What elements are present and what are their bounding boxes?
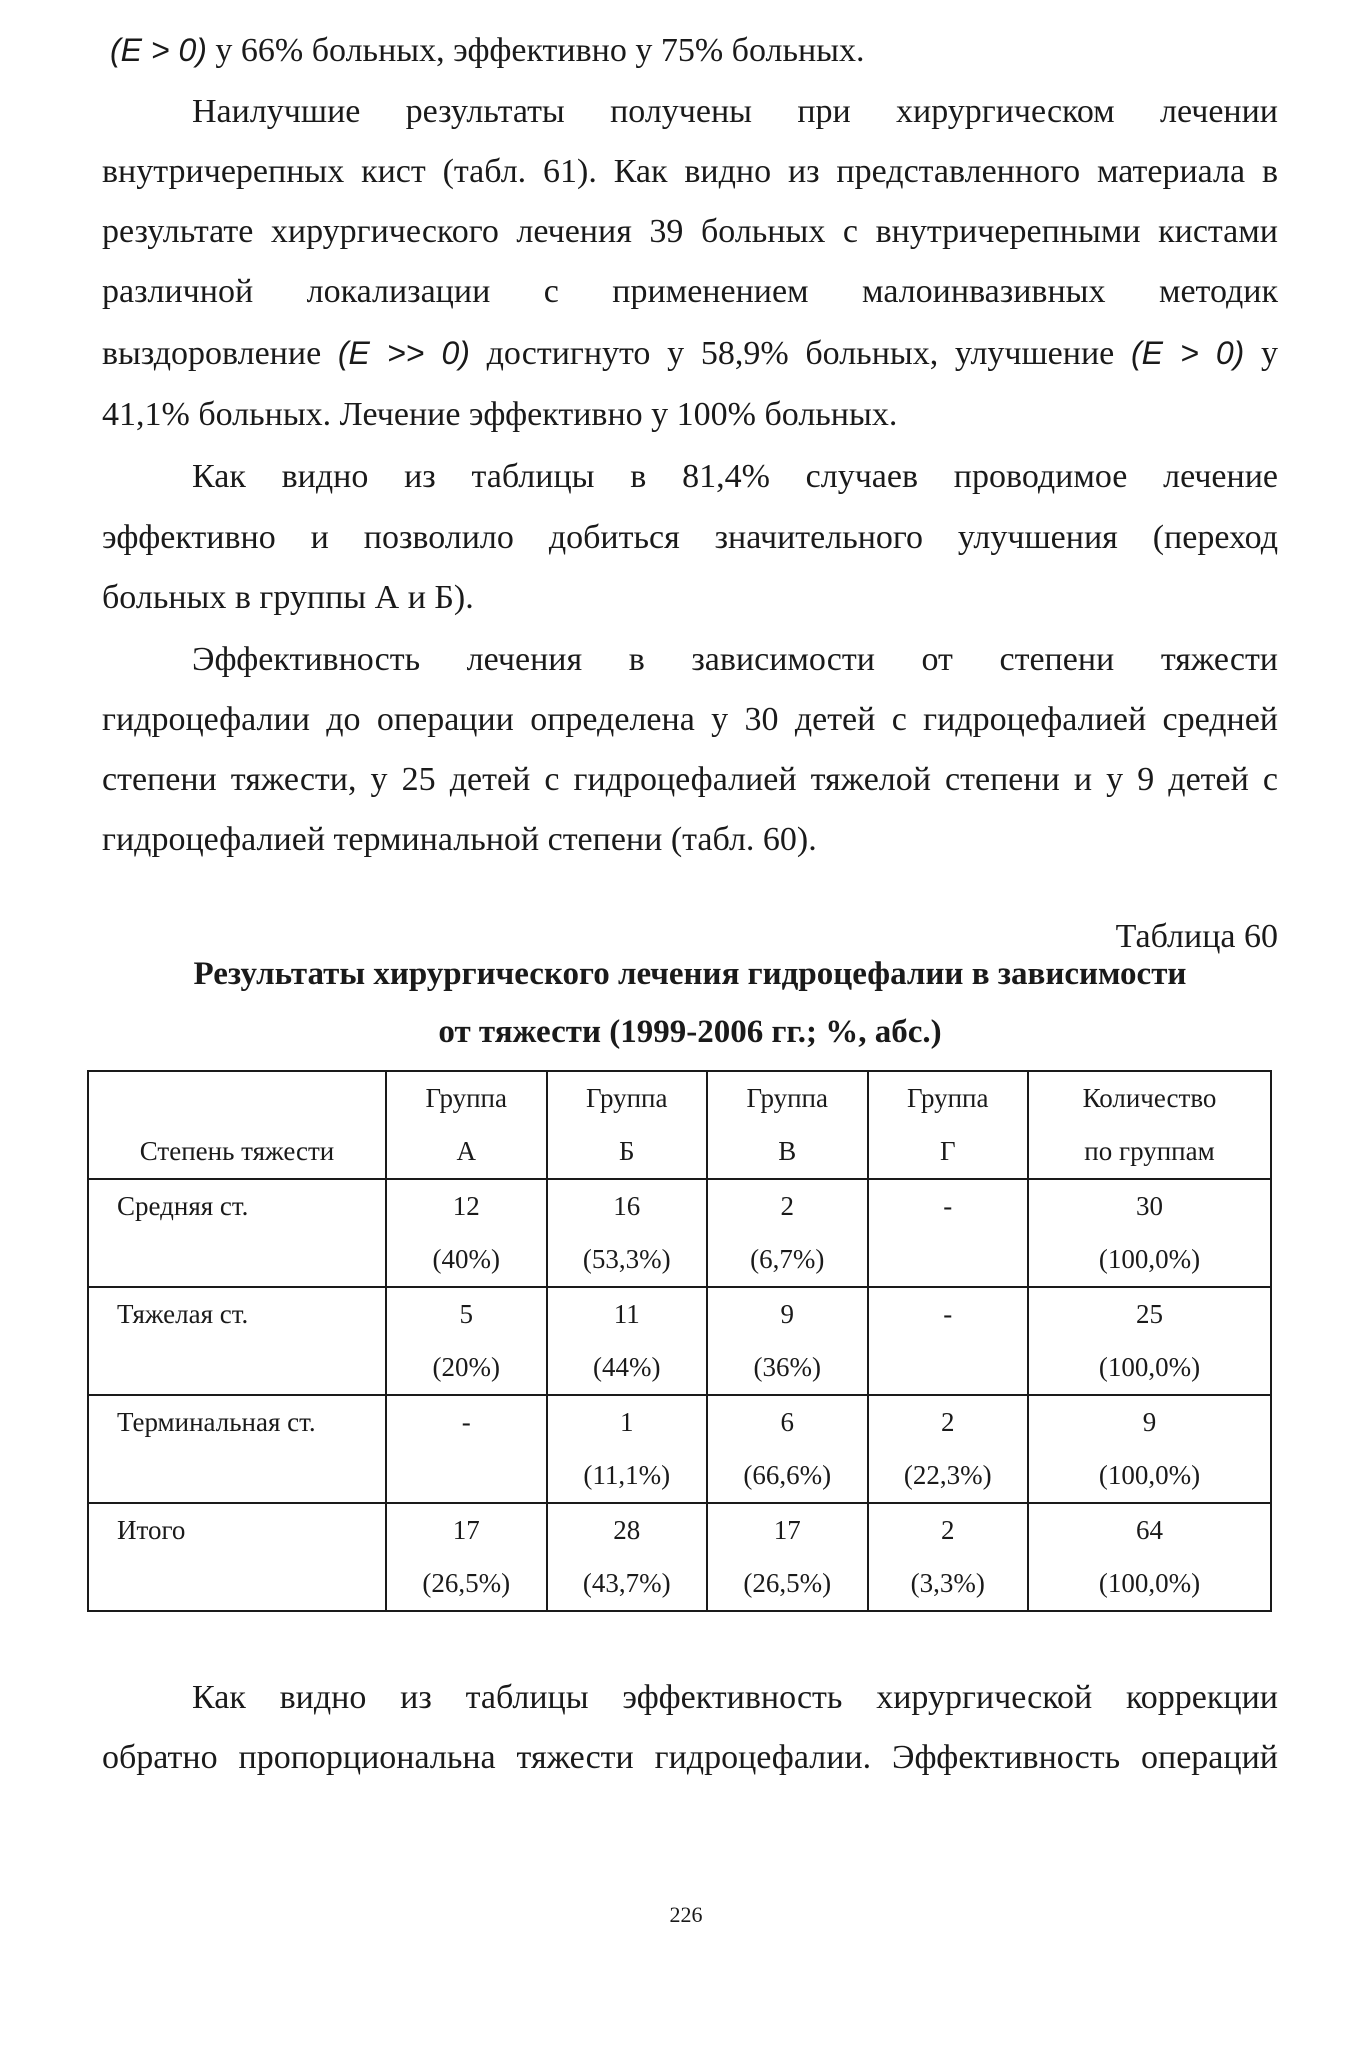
- table-cell: [1028, 1287, 1271, 1395]
- table-header-row: [88, 1071, 1271, 1179]
- cell-count: 17: [773, 1515, 801, 1545]
- table-cell: [707, 1287, 868, 1395]
- cell-percent: (22,3%): [903, 1460, 992, 1490]
- header-group-letter: В: [778, 1136, 797, 1166]
- paragraph-3-line-1: Эффективность лечения в зависимости от степени тяжести: [192, 641, 1278, 678]
- efficiency-symbol-strong: (E >> 0): [337, 335, 470, 371]
- cell-percent: (100,0%): [1098, 1352, 1201, 1382]
- table-cell: [386, 1179, 547, 1287]
- table-header-cell: [386, 1071, 547, 1179]
- table-cell: [868, 1179, 1029, 1287]
- table-cell: [868, 1503, 1029, 1611]
- cell-count: 5: [459, 1299, 473, 1329]
- cell-count: 17: [452, 1515, 480, 1545]
- cell-count: 16: [613, 1191, 641, 1221]
- table-cell: [386, 1395, 547, 1503]
- paragraph-4-line-2: обратно пропорциональна тяжести гидроцефалии. Эффективность операций: [102, 1739, 1278, 1776]
- table-cell: [707, 1179, 868, 1287]
- paragraph-1-line-1: Наилучшие результаты получены при хирургическом лечении: [192, 93, 1278, 130]
- cell-count: 12: [452, 1191, 480, 1221]
- cell-percent: [387, 1449, 546, 1502]
- paragraph-4-line-1: Как видно из таблицы эффективность хирургической коррекции: [192, 1679, 1278, 1716]
- table-cell: [1028, 1395, 1271, 1503]
- cell-percent: (100,0%): [1098, 1244, 1201, 1274]
- cell-percent: (44%): [593, 1352, 661, 1382]
- header-total-label: Количество: [1082, 1083, 1217, 1113]
- paragraph-1-line-5-c: у: [1261, 335, 1278, 372]
- row-label: Терминальная ст.: [88, 1395, 386, 1503]
- table-cell: [707, 1395, 868, 1503]
- row-label: Итого: [88, 1503, 386, 1611]
- cell-count: 11: [613, 1299, 640, 1329]
- cell-percent: (20%): [432, 1352, 500, 1382]
- cell-count: 1: [620, 1407, 634, 1437]
- paragraph-2-line-2: эффективно и позволило добиться значительного улучшения (переход: [102, 519, 1278, 556]
- table-row: [88, 1179, 1271, 1287]
- cell-percent: (11,1%): [583, 1460, 671, 1490]
- table-cell: [547, 1287, 708, 1395]
- header-severity-label: Степень тяжести: [139, 1136, 335, 1166]
- table-cell: [707, 1503, 868, 1611]
- cell-percent: (40%): [432, 1244, 500, 1274]
- header-group-letter: Б: [618, 1136, 635, 1166]
- cell-percent: (100,0%): [1098, 1460, 1201, 1490]
- paragraph-1-line-5-a: выздоровление: [102, 335, 322, 372]
- cell-count: 2: [941, 1515, 955, 1545]
- table-header-cell: [1028, 1071, 1271, 1179]
- cell-percent: (3,3%): [910, 1568, 985, 1598]
- table-header-cell: [547, 1071, 708, 1179]
- table-row-total: [88, 1503, 1271, 1611]
- header-group-letter: Г: [939, 1136, 956, 1166]
- header-group-letter: А: [456, 1136, 476, 1166]
- efficiency-symbol: (E > 0): [110, 32, 207, 68]
- table-cell: [1028, 1503, 1271, 1611]
- paragraph-top-text: у 66% больных, эффективно у 75% больных.: [215, 32, 865, 69]
- table-title-line-2: от тяжести (1999-2006 гг.; %, абс.): [438, 1014, 942, 1050]
- table-header-cell: [88, 1071, 386, 1179]
- paragraph-2-line-1: Как видно из таблицы в 81,4% случаев проводимое лечение: [192, 458, 1278, 495]
- cell-count: 2: [941, 1407, 955, 1437]
- cell-percent: (100,0%): [1098, 1568, 1201, 1598]
- table-row: [88, 1395, 1271, 1503]
- table-cell: [868, 1395, 1029, 1503]
- header-total-sublabel: по группам: [1084, 1136, 1215, 1166]
- cell-count: 9: [1142, 1407, 1157, 1437]
- paragraph-3-line-4: гидроцефалией терминальной степени (табл. 60).: [102, 821, 817, 858]
- table-cell: [547, 1395, 708, 1503]
- table-row: [88, 1287, 1271, 1395]
- paragraph-1-line-4: различной локализации с применением малоинвазивных методик: [102, 273, 1278, 310]
- header-group-label: Группа: [586, 1083, 668, 1113]
- paragraph-1-line-5-b: достигнуто у 58,9% больных, улучшение: [486, 335, 1115, 372]
- table-label: Таблица 60: [1115, 918, 1278, 955]
- table-cell: [868, 1287, 1029, 1395]
- cell-percent: (53,3%): [582, 1244, 671, 1274]
- cell-percent: (26,5%): [422, 1568, 511, 1598]
- cell-percent: [869, 1233, 1028, 1286]
- cell-percent: [869, 1341, 1028, 1394]
- cell-percent: (43,7%): [582, 1568, 671, 1598]
- paragraph-1-line-5: [102, 333, 1278, 374]
- cell-count: 2: [780, 1191, 794, 1221]
- cell-count: -: [943, 1191, 953, 1221]
- paragraph-1-line-3: результате хирургического лечения 39 больных с внутричерепными кистами: [102, 213, 1278, 250]
- table-cell: [547, 1503, 708, 1611]
- cell-count: -: [461, 1407, 471, 1437]
- table-cell: [547, 1179, 708, 1287]
- paragraph-3-line-2: гидроцефалии до операции определена у 30 детей с гидроцефалией средней: [102, 701, 1278, 738]
- cell-count: 9: [780, 1299, 794, 1329]
- header-group-label: Группа: [425, 1083, 507, 1113]
- efficiency-symbol: (E > 0): [1130, 335, 1245, 371]
- table-cell: [386, 1287, 547, 1395]
- table-cell: [386, 1503, 547, 1611]
- results-table: [87, 1070, 1272, 1612]
- row-label: Средняя ст.: [88, 1179, 386, 1287]
- cell-count: 28: [613, 1515, 641, 1545]
- table-cell: [1028, 1179, 1271, 1287]
- cell-count: 25: [1136, 1299, 1163, 1329]
- table-title-line-1: Результаты хирургического лечения гидроцефалии в зависимости: [193, 956, 1187, 992]
- page-number: 226: [669, 1902, 703, 1927]
- paragraph-1-line-6: 41,1% больных. Лечение эффективно у 100% больных.: [102, 396, 898, 433]
- cell-count: 30: [1136, 1191, 1163, 1221]
- cell-percent: (66,6%): [743, 1460, 832, 1490]
- cell-percent: (6,7%): [750, 1244, 825, 1274]
- row-label: Тяжелая ст.: [88, 1287, 386, 1395]
- paragraph-1-line-2: внутричерепных кист (табл. 61). Как видно из представленного материала в: [102, 153, 1278, 190]
- cell-count: -: [943, 1299, 953, 1329]
- cell-count: 64: [1136, 1515, 1163, 1545]
- table-header-cell: [707, 1071, 868, 1179]
- header-group-label: Группа: [746, 1083, 828, 1113]
- cell-percent: (26,5%): [743, 1568, 832, 1598]
- cell-count: 6: [780, 1407, 794, 1437]
- table-header-cell: [868, 1071, 1029, 1179]
- paragraph-2-line-3: больных в группы А и Б).: [102, 579, 474, 616]
- cell-percent: (36%): [753, 1352, 821, 1382]
- header-group-label: Группа: [907, 1083, 989, 1113]
- paragraph-top-line: [110, 30, 1286, 71]
- paragraph-3-line-3: степени тяжести, у 25 детей с гидроцефалией тяжелой степени и у 9 детей с: [102, 761, 1278, 798]
